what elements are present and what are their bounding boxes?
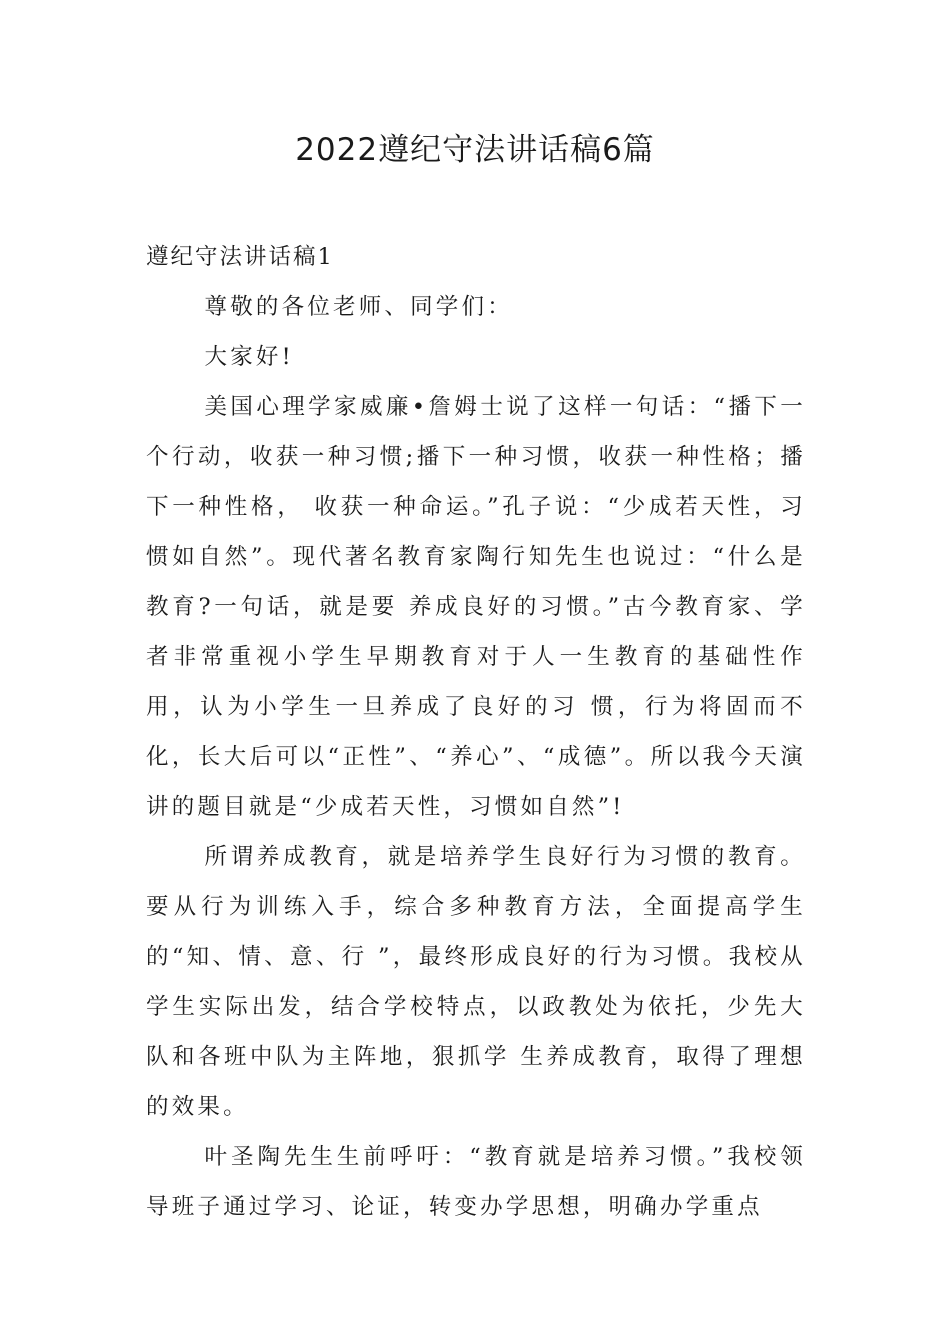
document-body bbox=[146, 232, 806, 1232]
document-title: 2022遵纪守法讲话稿6篇 bbox=[295, 132, 655, 168]
salutation: 尊敬的各位老师、同学们： bbox=[204, 294, 513, 320]
paragraph: 美国心理学家威廉•詹姆士说了这样一句话：“播下一个行动，收获一种习惯;播下一种习惯，收获一种性格；播下一种性格， 收获一种命运。”孔子说：“少成若天性，习惯如自然”。现代著名教育家陶行知先生也说过：“什么是教育?一句话，就是要 养成良好的习惯。”古今教育家、学者非常重视小学生早期教育对于人一生教育的基础性作用，认为小学生一旦养成了良好的习 惯，行为将固而不化，长大后可以“正性”、“养心”、“成德”。所以我今天演讲的题目就是“少成若天性，习惯如自然”! bbox=[146, 394, 806, 820]
paragraph: 叶圣陶先生生前呼吁：“教育就是培养习惯。”我校领导班子通过学习、论证，转变办学思想，明确办学重点 bbox=[146, 1144, 806, 1220]
greeting: 大家好! bbox=[204, 344, 294, 370]
paragraph: 所谓养成教育，就是培养学生良好行为习惯的教育。要从行为训练入手，综合多种教育方法，全面提高学生的“知、情、意、行 ”，最终形成良好的行为习惯。我校从学生实际出发，结合学校特点，以政教处为依托，少先大队和各班中队为主阵地，狠抓学 生养成教育，取得了理想的效果。 bbox=[146, 844, 806, 1120]
section-heading: 遵纪守法讲话稿1 bbox=[146, 244, 334, 270]
